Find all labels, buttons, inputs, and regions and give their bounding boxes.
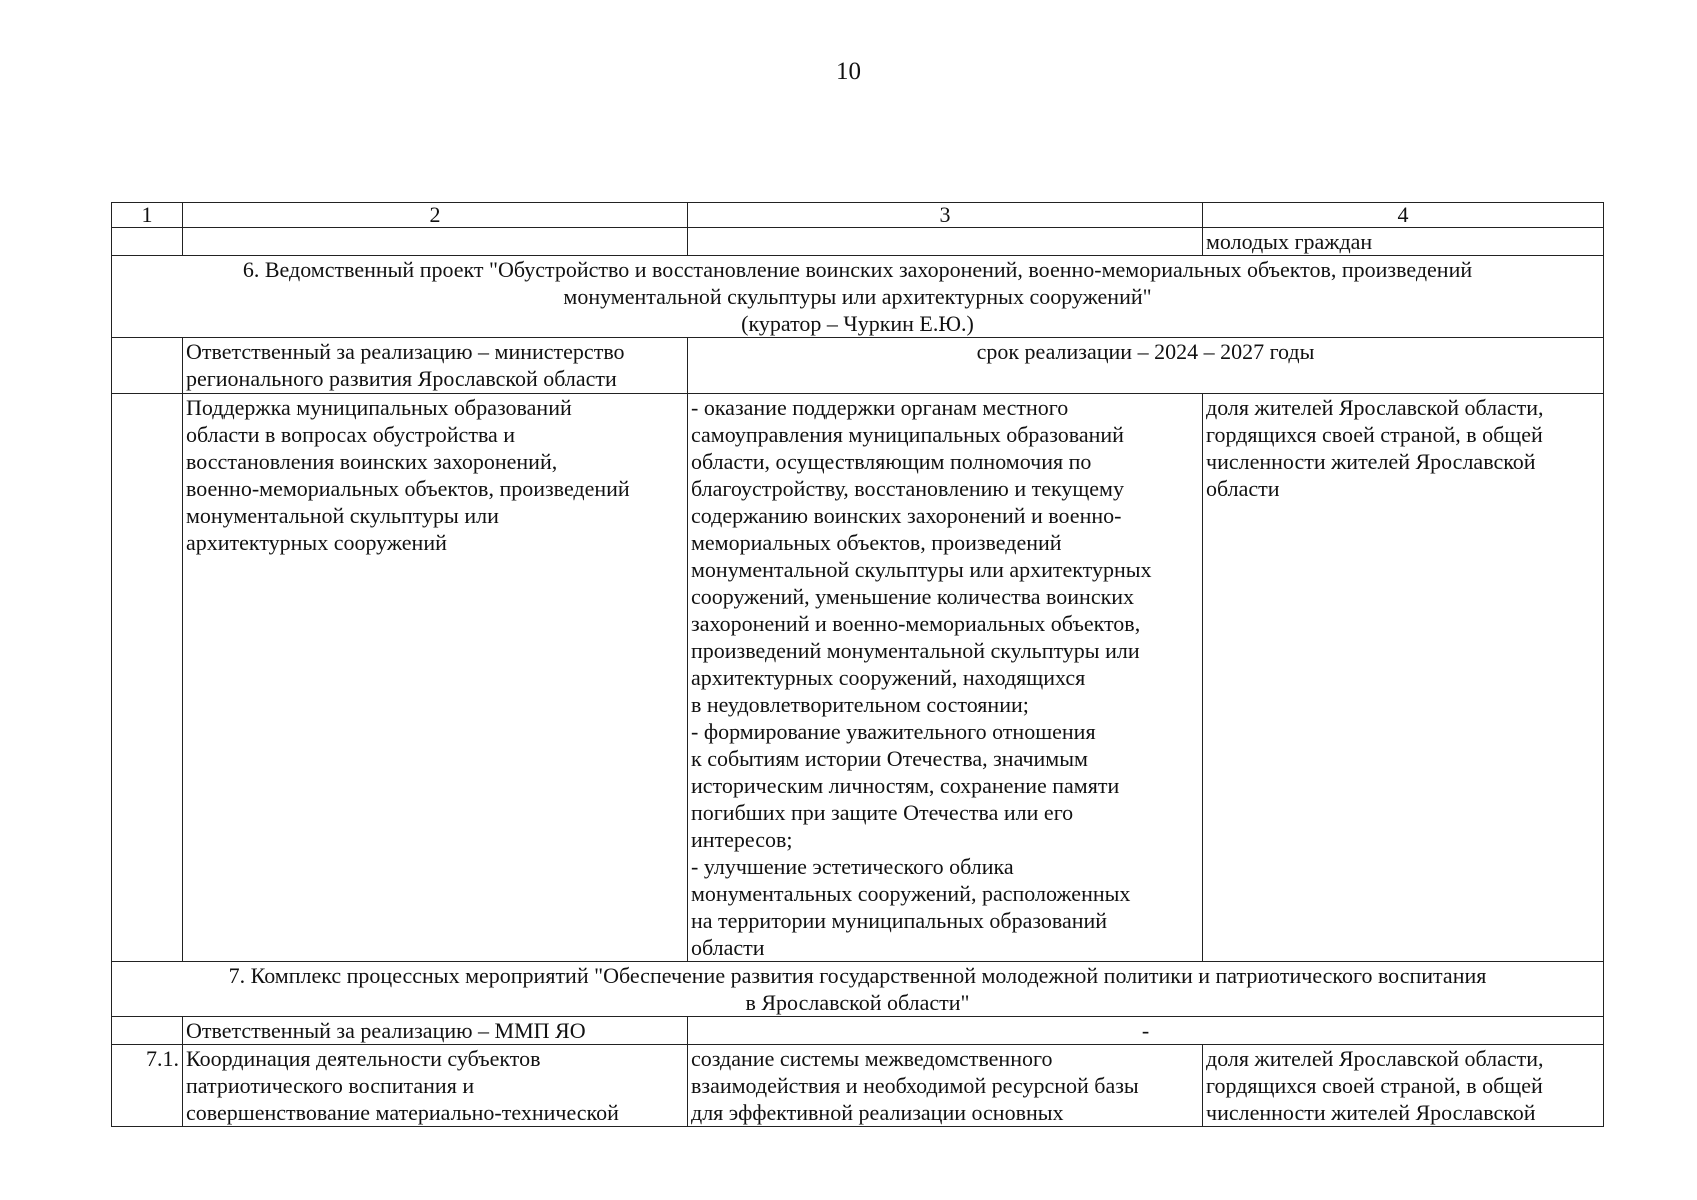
page-number: 10 xyxy=(836,58,861,85)
section-6-title xyxy=(112,256,1604,338)
cell-empty xyxy=(112,338,183,394)
section-6-responsible-row xyxy=(112,338,1604,394)
table-header-row xyxy=(112,203,1604,228)
cell-empty xyxy=(112,228,183,256)
section-7-task: Координация деятельности субъектов патриотического воспитания и совершенствование материально-технической xyxy=(183,1045,688,1127)
section-6-results: - оказание поддержки органам местного самоуправления муниципальных образований области, осуществляющим полномочия по благоустройству, восстановлению и текущему содержанию воинских захоронений и военно- мемориальных объектов, произведений монументальной скульптуры или архитектурных сооружений, уменьшение количества воинских захоронений и военно-мемориальных объектов, произведений монументальной скульптуры или архитектурных сооружений, находящихся в неудовлетворительном состоянии; - формирование уважительного отношения к событиям истории Отечества, значимым историческим личностям, сохранение памяти погибших при защите Отечества или его интересов; - улучшение эстетического облика монументальных сооружений, расположенных на территории муниципальных образований области xyxy=(688,394,1203,962)
section-6-task: Поддержка муниципальных образований области в вопросах обустройства и восстановления воинских захоронений, военно-мемориальных объектов, произведений монументальной скульптуры или архитектурных сооружений xyxy=(183,394,688,962)
section-7-item-number: 7.1. xyxy=(112,1045,183,1127)
cell-continuation-indicator: молодых граждан xyxy=(1203,228,1604,256)
section-7-title-row xyxy=(112,962,1604,1017)
section-7-results: создание системы межведомственного взаимодействия и необходимой ресурсной базы для эффективной реализации основных xyxy=(688,1045,1203,1127)
header-col-1: 1 xyxy=(112,203,183,228)
header-col-4: 4 xyxy=(1203,203,1604,228)
document-table xyxy=(111,202,1604,1127)
section-7-responsible-row xyxy=(112,1017,1604,1045)
section-7-title xyxy=(112,962,1604,1017)
section-7-title-line-2: в Ярославской области" xyxy=(745,990,970,1015)
section-6-title-line-1: 6. Ведомственный проект "Обустройство и восстановление воинских захоронений, военно-мемориальных объектов, произведений xyxy=(242,257,1473,282)
section-7-title-line-1: 7. Комплекс процессных мероприятий "Обеспечение развития государственной молодежной политики и патриотического воспитания xyxy=(228,963,1487,988)
cell-empty xyxy=(112,394,183,962)
section-6-title-line-2: монументальной скульптуры или архитектурных сооружений" xyxy=(563,284,1152,309)
section-6-term: срок реализации – 2024 – 2027 годы xyxy=(688,338,1604,394)
section-6-responsible: Ответственный за реализацию – министерство регионального развития Ярославской области xyxy=(183,338,688,394)
cell-empty xyxy=(688,228,1203,256)
section-7-indicator: доля жителей Ярославской области, гордящихся своей страной, в общей численности жителей Ярославской xyxy=(1203,1045,1604,1127)
section-6-title-row xyxy=(112,256,1604,338)
section-6-title-line-3: (куратор – Чуркин Е.Ю.) xyxy=(741,311,974,336)
section-7-term: - xyxy=(688,1017,1604,1045)
section-6-item-row xyxy=(112,394,1604,962)
cell-empty xyxy=(112,1017,183,1045)
header-col-2: 2 xyxy=(183,203,688,228)
header-col-3: 3 xyxy=(688,203,1203,228)
cell-empty xyxy=(183,228,688,256)
section-7-responsible: Ответственный за реализацию – ММП ЯО xyxy=(183,1017,688,1045)
table-row-continuation xyxy=(112,228,1604,256)
section-6-indicator: доля жителей Ярославской области, гордящихся своей страной, в общей численности жителей Ярославской области xyxy=(1203,394,1604,962)
section-7-item-row xyxy=(112,1045,1604,1127)
